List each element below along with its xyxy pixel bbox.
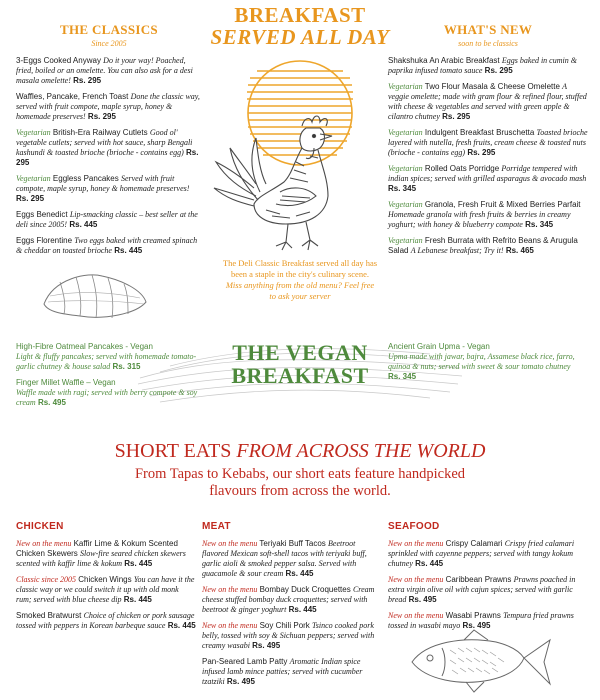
item-desc: A Lebanese breakfast; Try it!	[410, 246, 504, 255]
menu-item	[16, 128, 202, 168]
item-price: Rs. 445	[69, 220, 98, 229]
classics-title: THE CLASSICS	[60, 22, 158, 37]
vegan-right-list	[388, 342, 584, 388]
menu-item	[388, 56, 588, 76]
item-desc: A veggie omelette; made with gram flour & refined flour, stuffed with cheese & vegetables and served with green apple & cilantro chutney	[388, 82, 587, 121]
item-name: Wasabi Prawns	[445, 611, 501, 620]
item-desc: Aromatic Indian spice infused lamb mince patties; served with cucumber tzatziki	[202, 657, 363, 686]
item-tag: New on the menu	[16, 539, 72, 548]
item-tag: Vegetarian	[16, 128, 51, 137]
item-name: 3-Eggs Cooked Anyway	[16, 56, 101, 65]
item-price: Rs. 445	[114, 246, 143, 255]
item-name: Soy Chili Pork	[259, 621, 310, 630]
seafood-title: SEAFOOD	[388, 521, 440, 532]
item-price: Rs. 345	[388, 184, 417, 193]
item-name: Crispy Calamari	[445, 539, 503, 548]
item-price: Rs. 295	[467, 148, 496, 157]
item-name: Finger Millet Waffle – Vegan	[16, 378, 116, 387]
item-desc: Waffle made with ragi; served with berry compote & soy cream	[16, 388, 198, 407]
item-tag: Vegetarian	[388, 82, 423, 91]
breakfast-title-line2: SERVED ALL DAY	[210, 25, 390, 49]
whats-new-title: WHAT'S NEW	[443, 22, 533, 37]
item-name: Granola, Fresh Fruit & Mixed Berries Parfait	[424, 200, 581, 209]
item-desc: Crispy fried calamari sprinkled with cayenne peppers; served with tangy kokum chutney	[388, 539, 575, 568]
deli-note	[222, 258, 378, 302]
item-desc: Tempura fried prawns tossed in wasabi mayo	[388, 611, 574, 630]
item-desc: Lip-smacking classic – best seller at the deli since 2005!	[16, 210, 198, 229]
item-name: Rolled Oats Porridge	[424, 164, 500, 173]
item-desc: Served with fruit compote, maple syrup, honey & homemade preserves!	[16, 174, 190, 193]
item-price: Rs. 445	[415, 559, 444, 568]
short-eats-intro: From Tapas to Kebabs, our short eats feature handpicked flavours from across the world.	[134, 466, 466, 499]
item-tag: Vegetarian	[388, 200, 423, 209]
meat-section	[202, 521, 380, 693]
item-desc: Tsinco cooked pork belly, tossed with soy & Sichuan peppers; served with creamy wasabi	[202, 621, 375, 650]
item-price: Rs. 465	[505, 246, 534, 255]
menu-item	[388, 128, 588, 158]
vegan-title-line1: THE VEGAN	[232, 340, 368, 365]
item-desc: Slow-fire seared chicken skewers scented with kaffir lime & kokum	[16, 549, 186, 568]
whats-new-section	[388, 22, 588, 262]
item-tag: Vegetarian	[388, 128, 423, 137]
menu-item	[16, 378, 202, 408]
breakfast-title	[180, 4, 420, 48]
item-name: Indulgent Breakfast Bruschetta	[424, 128, 535, 137]
item-desc: Cream cheese stuffed bombay duck croquettes; served with beetroot & ginger yoghurt	[202, 585, 375, 614]
item-desc: Beetroot flavored Mexican soft-shell tacos with teriyaki buff, garlic aioli & smoked pepper salsa. Served with guacamole & sour cream	[202, 539, 367, 578]
item-price: Rs. 495	[226, 677, 255, 686]
classics-list	[16, 56, 202, 256]
item-price: Rs. 445	[124, 559, 153, 568]
item-tag: Vegetarian	[388, 236, 423, 245]
menu-item	[16, 210, 202, 230]
item-name: Ancient Grain Upma - Vegan	[388, 342, 490, 351]
menu-item	[388, 164, 588, 194]
chicken-section	[16, 521, 196, 637]
item-tag: New on the menu	[202, 585, 258, 594]
item-price: Rs. 295	[442, 112, 471, 121]
whats-new-subtitle: soon to be classics	[458, 39, 518, 48]
menu-item	[388, 575, 584, 605]
breakfast-title-line1: BREAKFAST	[234, 3, 366, 27]
menu-item	[16, 236, 202, 256]
classics-section	[16, 22, 202, 262]
item-desc: Eggs baked in cumin & paprika infused tomato sauce	[388, 56, 577, 75]
vegan-title-line2: BREAKFAST	[231, 363, 369, 388]
item-price: Rs. 345	[388, 372, 417, 381]
item-tag: New on the menu	[388, 611, 444, 620]
menu-item	[202, 621, 380, 651]
item-name: Eggs Florentine	[16, 236, 73, 245]
seafood-section	[388, 521, 584, 637]
item-name: British-Era Railway Cutlets	[52, 128, 148, 137]
short-eats-title	[0, 440, 600, 462]
item-desc: Homemade granola with fresh fruits & berries in creamy yoghurt; with honey & blueberry compote	[388, 210, 571, 229]
menu-item	[16, 611, 196, 631]
item-price: Rs. 495	[408, 595, 437, 604]
item-name: Smoked Bratwurst	[16, 611, 82, 620]
deli-note-question: Miss anything from the old menu? Feel free to ask your server	[225, 280, 375, 301]
menu-item	[202, 657, 380, 687]
menu-item	[16, 575, 196, 605]
menu-item	[388, 342, 584, 382]
rooster-illustration	[210, 92, 380, 252]
item-desc: You can have it the classic way or we could switch it up with old monk rum; served with blue cheese dip	[16, 575, 195, 604]
whats-new-list	[388, 56, 588, 256]
item-price: Rs. 295	[484, 66, 513, 75]
item-name: Bombay Duck Croquettes	[259, 585, 351, 594]
item-tag: Vegetarian	[388, 164, 423, 173]
item-name: Fresh Burrata with Refrito Beans & Arugula Salad	[388, 236, 578, 255]
menu-item	[388, 200, 588, 230]
item-price: Rs. 445	[285, 569, 314, 578]
item-tag: New on the menu	[202, 621, 258, 630]
menu-item	[202, 539, 380, 579]
menu-item	[16, 539, 196, 569]
item-name: Waffles, Pancake, French Toast	[16, 92, 129, 101]
menu-item	[16, 56, 202, 86]
item-price: Rs. 445	[288, 605, 317, 614]
menu-item	[16, 174, 202, 204]
item-tag: New on the menu	[202, 539, 258, 548]
item-name: Two Flour Masala & Cheese Omelette	[424, 82, 560, 91]
item-name: Eggs Benedict	[16, 210, 68, 219]
item-desc: Upma made with jawar, bajra, Assamese black rice, farro, quinoa & nuts; served with sweet & sour tomato chutney	[388, 352, 575, 371]
item-price: Rs. 495	[37, 398, 66, 407]
item-price: Rs. 495	[462, 621, 491, 630]
item-name: Teriyaki Buff Tacos	[259, 539, 326, 548]
vegan-left-list	[16, 342, 202, 414]
item-price: Rs. 295	[16, 194, 45, 203]
item-price: Rs. 445	[167, 621, 196, 630]
item-desc: Light & fluffy pancakes; served with homemade tomato-garlic chutney & house salad	[16, 352, 197, 371]
item-price: Rs. 295	[73, 76, 102, 85]
item-price: Rs. 315	[112, 362, 141, 371]
item-name: High-Fibre Oatmeal Pancakes - Vegan	[16, 342, 153, 351]
item-desc: Done the classic way, served with fruit compote, maple syrup, honey & homemade preserves!	[16, 92, 200, 121]
menu-item	[388, 82, 588, 122]
item-name: Kaffir Lime & Kokum Scented Chicken Skewers	[16, 539, 178, 558]
menu-item	[388, 539, 584, 569]
item-desc: Two eggs baked with creamed spinach & cheddar on toasted brioche	[16, 236, 198, 255]
item-name: Chicken Wings	[78, 575, 132, 584]
item-price: Rs. 295	[16, 148, 199, 167]
item-desc: Do it your way! Poached, fried, boiled or an omelette. You can also ask for a desi masala omelette!	[16, 56, 193, 85]
deli-note-text: The Deli Classic Breakfast served all day has been a staple in the city's culinary scene.	[222, 258, 378, 279]
item-tag: New on the menu	[388, 539, 444, 548]
item-desc: Prawns poached in extra virgin olive oil with cajun spices; served with garlic bread	[388, 575, 576, 604]
item-tag: Classic since 2005	[16, 575, 76, 584]
item-price: Rs. 345	[525, 220, 554, 229]
menu-item	[16, 342, 202, 372]
classics-subtitle: Since 2005	[91, 39, 127, 48]
menu-item	[388, 236, 588, 256]
item-desc: Toasted brioche layered with nutella, fresh fruits, cream cheese & toasted nuts (brioche - contains egg)	[388, 128, 588, 157]
item-name: Shakshuka An Arabic Breakfast	[388, 56, 500, 65]
item-name: Caribbean Prawns	[445, 575, 512, 584]
croissant-illustration	[40, 270, 150, 322]
item-price: Rs. 495	[252, 641, 281, 650]
vegan-title	[195, 341, 405, 387]
short-eats-title-b: FROM ACROSS THE WORLD	[236, 440, 486, 462]
item-name: Pan-Seared Lamb Patty	[202, 657, 288, 666]
menu-item	[16, 92, 202, 122]
item-name: Eggless Pancakes	[52, 174, 119, 183]
item-tag: Vegetarian	[16, 174, 51, 183]
meat-title: MEAT	[202, 521, 231, 532]
short-eats-title-a: SHORT EATS	[114, 440, 237, 462]
menu-item	[202, 585, 380, 615]
item-desc: Choice of chicken or pork sausage tossed with peppers in Korean barbeque sauce	[16, 611, 195, 630]
item-tag: New on the menu	[388, 575, 444, 584]
chicken-title: CHICKEN	[16, 521, 64, 532]
item-price: Rs. 445	[123, 595, 152, 604]
fish-illustration	[404, 628, 554, 694]
item-price: Rs. 295	[87, 112, 116, 121]
item-desc: Porridge tempered with indian spices; served with grilled asparagus & avocado mash	[388, 164, 587, 183]
item-desc: Good ol' vegetable cutlets; served with hot sauce, sharp Bengali kashundi & toasted brioche (brioche - contains egg)	[16, 128, 193, 157]
